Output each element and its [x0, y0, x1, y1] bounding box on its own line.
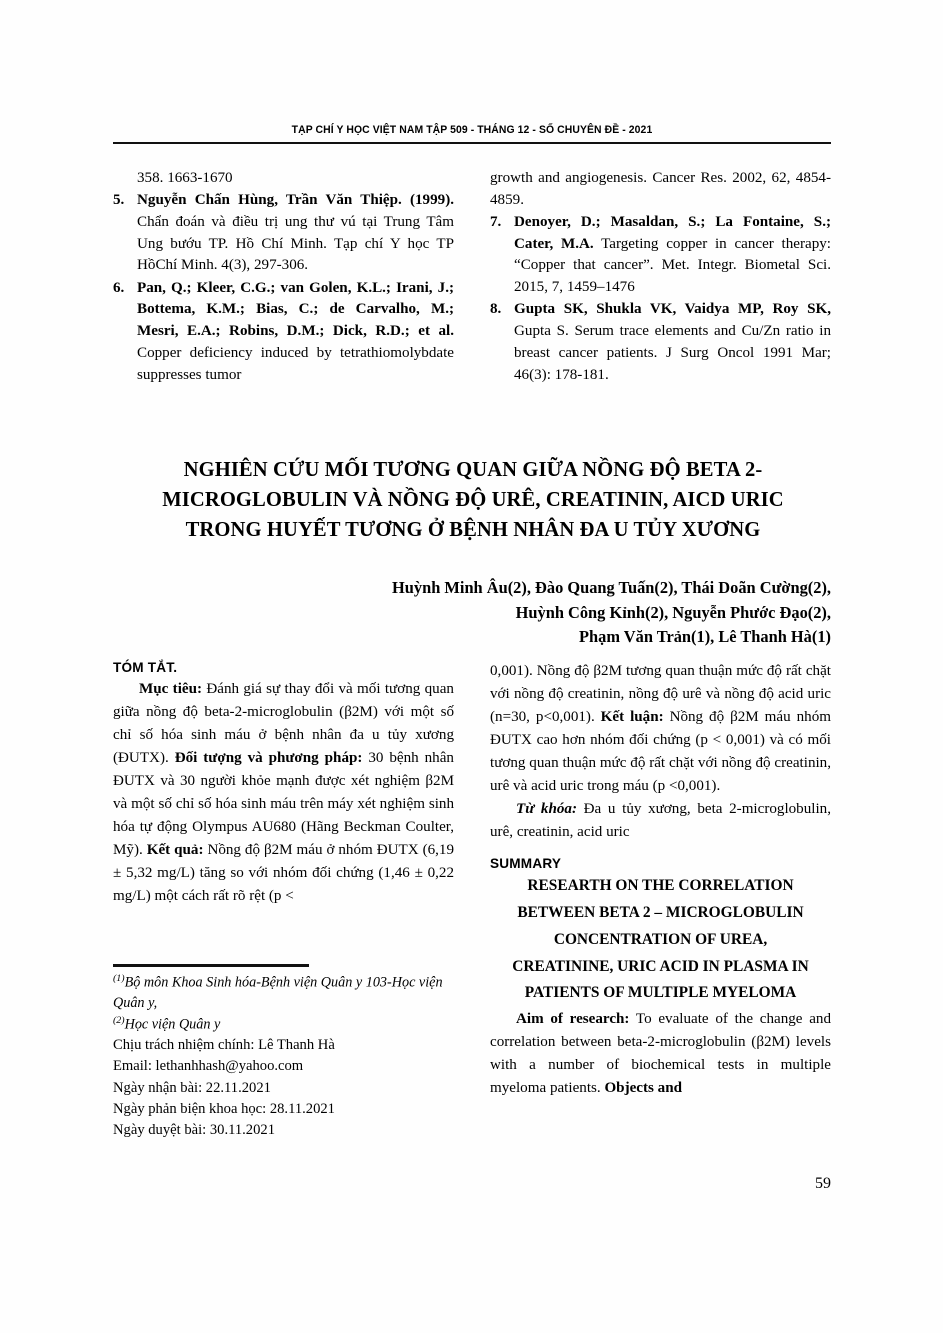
- reference-number: 8.: [490, 301, 502, 318]
- label-methods: Đối tượng và phương pháp:: [174, 750, 363, 767]
- reference-rest: Targeting copper in cancer therapy: “Copper that cancer”. Met. Integr. Biometal Sci. 2015, 7, 1459–1476: [514, 235, 831, 296]
- reference-item: [490, 212, 831, 299]
- summary-paragraph: [490, 1008, 831, 1100]
- reference-authors: Gupta SK, Shukla VK, Vaidya MP, Roy SK,: [514, 301, 831, 318]
- author-list: [128, 576, 831, 650]
- keywords-paragraph: [490, 798, 831, 844]
- email-line: Email: lethanhhash@yahoo.com: [113, 1058, 304, 1075]
- reference-text: [514, 299, 831, 386]
- abstract-vietnamese: [113, 660, 454, 908]
- abstract-right-column: [490, 660, 831, 1100]
- label-keywords: Từ khóa:: [516, 801, 577, 818]
- text-methods: 30 bệnh nhân ĐUTX và 30 người khỏe mạnh được xét nghiệm β2M và một số chỉ số hóa sinh máu trên máy xét nghiệm sinh hóa tự động Olympus AU680 (Hãng Beckman Coulter, Mỹ).: [113, 750, 454, 859]
- reference-continuation: 358. 1663-1670: [137, 170, 233, 186]
- reference-number: 5.: [113, 192, 125, 209]
- reference-continuation: growth and angiogenesis. Cancer Res. 2002, 62, 4854-4859.: [490, 170, 831, 208]
- reference-rest: Gupta S. Serum trace elements and Cu/Zn ratio in breast cancer patients. J Surg Oncol 1991 Mar; 46(3): 178-181.: [514, 323, 831, 383]
- summary-title-line-3: CONCENTRATION OF UREA,: [553, 930, 768, 948]
- author-line-3: Phạm Văn Trản(1), Lê Thanh Hà(1): [579, 627, 831, 647]
- references-left-column: [113, 168, 454, 386]
- running-head: [113, 124, 831, 137]
- label-results: Kết quả:: [146, 842, 204, 859]
- reference-text: [137, 278, 454, 387]
- summary-title-line-1: RESEARTH ON THE CORRELATION: [527, 877, 794, 895]
- reference-item: [490, 299, 831, 386]
- reference-number: 6.: [113, 279, 125, 296]
- label-objects: Objects and: [604, 1080, 683, 1097]
- summary-title-line-5: PATIENTS OF MULTIPLE MYELOMA: [524, 984, 797, 1002]
- reference-rest: Chẩn đoán và điều trị ung thư vú tại Trung Tâm Ung bướu TP. Hồ Chí Minh. Tạp chí Y học TP HồChí Minh. 4(3), 297-306.: [137, 213, 454, 274]
- affiliation-1-text: Bộ môn Khoa Sinh hóa-Bệnh viện Quân y 103-Học viện Quân y,: [113, 974, 443, 1012]
- summary-heading: SUMMARY: [490, 856, 562, 872]
- text-keywords: Đa u tủy xương, beta 2-microglobulin, urê, creatinin, acid uric: [490, 801, 831, 841]
- text-results-left: Nồng độ β2M máu ở nhóm ĐUTX (6,19 ± 5,32 mg/L) tăng so với nhóm đối chứng (1,46 ± 0,22 mg/L) một cách rất rõ rệt (p <: [113, 842, 455, 905]
- author-line-1: Huỳnh Minh Âu(2), Đào Quang Tuấn(2), Thái Doãn Cường(2),: [392, 578, 831, 597]
- affiliation-2-marker: (2): [113, 1014, 125, 1026]
- abstract-heading: [113, 660, 454, 675]
- article-title-line-3: TRONG HUYẾT TƯƠNG Ở BỆNH NHÂN ĐA U TỦY XƯƠNG: [185, 519, 761, 542]
- references-right-column: [490, 168, 831, 386]
- reviewed-date: Ngày phản biện khoa học: 28.11.2021: [113, 1100, 335, 1117]
- reference-item: [113, 278, 454, 387]
- footnote-block: [113, 972, 454, 1141]
- label-conclusion: Kết luận:: [600, 709, 664, 726]
- article-title-line-2: MICROGLOBULIN VÀ NỒNG ĐỘ URÊ, CREATININ, AICD URIC: [162, 489, 784, 512]
- reference-item: [113, 190, 454, 277]
- reference-text: [137, 190, 454, 277]
- reference-authors: Pan, Q.; Kleer, C.G.; van Golen, K.L.; Irani, J.; Bottema, K.M.; Bias, C.; de Carvalho, M.; Mesri, E.A.; Robins, D.M.; Dick, R.D.; et al.: [137, 279, 454, 340]
- summary-title-line-2: BETWEEN BETA 2 – MICROGLOBULIN: [517, 903, 804, 921]
- affiliation-2-text: Học viện Quân y: [124, 1016, 221, 1033]
- abstract-heading-text: TÓM TẮT: [113, 660, 174, 675]
- label-objective: Mục tiêu:: [139, 681, 203, 697]
- summary-title-line-4: CREATININE, URIC ACID IN PLASMA IN: [512, 957, 809, 975]
- abstract-paragraph-continued: [490, 660, 831, 798]
- article-title: [128, 455, 818, 545]
- affiliation-1: [113, 972, 454, 1014]
- abstract-heading-suffix: .: [173, 660, 178, 675]
- references-section: [113, 168, 831, 386]
- text-objective: Đánh giá sự thay đổi và mối tương quan giữa nồng độ beta-2-microglobulin (β2M) với một số chỉ số hóa sinh máu ở bệnh nhân đa u tủy xương (ĐUTX).: [113, 681, 454, 767]
- text-conclusion: Nồng độ β2M máu nhóm ĐUTX cao hơn nhóm đối chứng (p < 0,001) và có mối tương quan thuận mức độ rất chặt với nồng độ creatinin, urê và acid uric trong máu (p <0,001).: [490, 709, 831, 795]
- running-head-text: TẠP CHÍ Y HỌC VIỆT NAM TẬP 509 - THÁNG 12 - SỐ CHUYÊN ĐỀ - 2021: [291, 124, 653, 136]
- reference-number: 7.: [490, 213, 502, 230]
- reference-authors: Denoyer, D.; Masaldan, S.; La Fontaine, S.; Cater, M.A.: [514, 213, 831, 252]
- affiliation-1-marker: (1): [113, 973, 125, 984]
- reference-authors: Nguyễn Chấn Hùng, Trần Văn Thiệp. (1999).: [137, 192, 454, 209]
- responsible-person: Chịu trách nhiệm chính: Lê Thanh Hà: [113, 1037, 335, 1054]
- accepted-date: Ngày duyệt bài: 30.11.2021: [113, 1121, 275, 1138]
- label-aim: Aim of research:: [516, 1011, 630, 1028]
- affiliation-2: [113, 1014, 454, 1035]
- footnote-rule: [113, 964, 309, 967]
- text-aim: To evaluate of the change and correlation between beta-2-microglobulin (β2M) levels with a number of biochemical tests in multiple myeloma patients.: [490, 1011, 831, 1097]
- reference-rest: Copper deficiency induced by tetrathiomolybdate suppresses tumor: [137, 344, 454, 383]
- author-line-2: Huỳnh Công Kỉnh(2), Nguyễn Phước Đạo(2),: [515, 602, 831, 622]
- reference-text: [514, 212, 831, 299]
- page-number: 59: [815, 1175, 831, 1192]
- received-date: Ngày nhận bài: 22.11.2021: [113, 1079, 271, 1096]
- text-results-right: 0,001). Nồng độ β2M tương quan thuận mức độ rất chặt với nồng độ creatinin, nồng độ urê và nồng độ acid uric (n=30, p<0,001).: [490, 663, 831, 726]
- article-title-line-1: NGHIÊN CỨU MỐI TƯƠNG QUAN GIỮA NỒNG ĐỘ BETA 2-: [183, 459, 763, 481]
- running-head-rule: [113, 142, 831, 144]
- abstract-paragraph: [113, 678, 454, 908]
